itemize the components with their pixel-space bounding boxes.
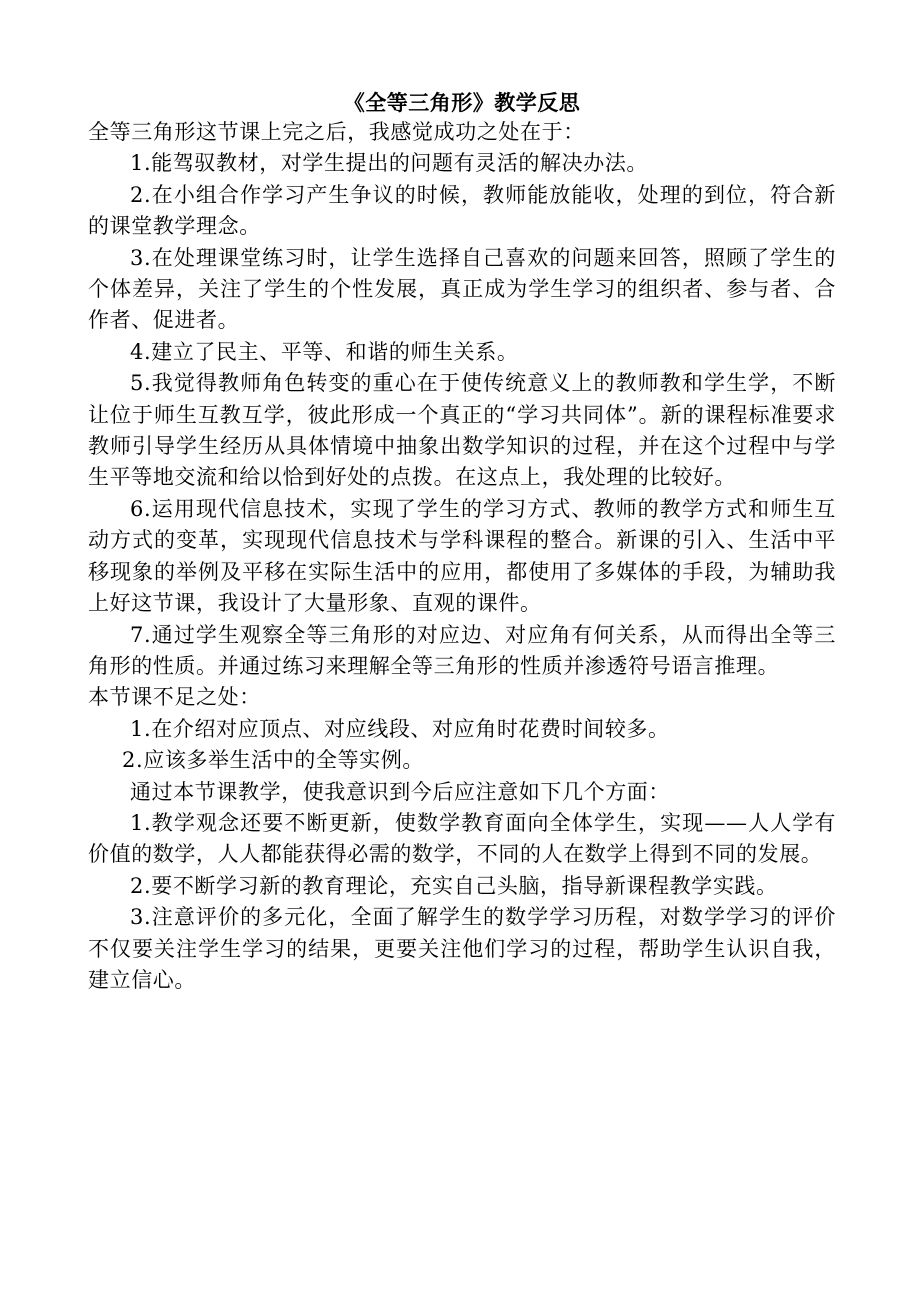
document-page [88,88,836,996]
success-item: 6.运用现代信息技术，实现了学生的学习方式、教师的教学方式和师生互动方式的变革，实现现代信息技术与学科课程的整合。新课的引入、生活中平移现象的举例及平移在实际生活中的应用，都使用了多媒体的手段，为辅助我上好这节课，我设计了大量形象、直观的课件。 [88,496,836,616]
lessons-intro: 通过本节课教学，使我意识到今后应注意如下几个方面： [130,779,670,804]
success-item: 7.通过学生观察全等三角形的对应边、对应角有何关系，从而得出全等三角形的性质。并通过练习来理解全等三角形的性质并渗透符号语言推理。 [88,622,836,678]
shortcoming-item: 2.应该多举生活中的全等实例。 [122,748,425,773]
lesson-item: 1.教学观念还要不断更新，使数学教育面向全体学生，实现——人人学有价值的数学，人人都能获得必需的数学，不同的人在数学上得到不同的发展。 [88,810,836,867]
success-item: 1.能驾驭教材，对学生提出的问题有灵活的解决办法。 [130,151,649,176]
lesson-item: 3.注意评价的多元化，全面了解学生的数学学习历程，对数学学习的评价不仅要关注学生学习的结果，更要关注他们学习的过程，帮助学生认识自我，建立信心。 [88,905,836,992]
success-item: 5.我觉得教师角色转变的重心在于使传统意义上的教师教和学生学，不断让位于师生互教互学，彼此形成一个真正的“学习共同体”。新的课程标准要求教师引导学生经历从具体情境中抽象出数学知识的过程，并在这个过程中与学生平等地交流和给以恰到好处的点拨。在这点上，我处理的比较好。 [88,371,836,490]
success-item: 3.在处理课堂练习时，让学生选择自己喜欢的问题来回答，照顾了学生的个体差异，关注了学生的个性发展，真正成为学生学习的组织者、参与者、合作者、促进者。 [88,245,836,333]
success-item: 4.建立了民主、平等、和谐的师生关系。 [130,339,519,364]
shortcoming-item: 1.在介绍对应顶点、对应线段、对应角时花费时间较多。 [130,716,670,741]
shortcomings-heading: 本节课不足之处： [88,685,261,710]
document-title: 《全等三角形》教学反思 [343,90,581,115]
intro-paragraph: 全等三角形这节课上完之后，我感觉成功之处在于： [88,120,585,144]
success-item: 2.在小组合作学习产生争议的时候，教师能放能收，处理的到位，符合新的课堂教学理念。 [88,182,836,239]
lesson-item: 2.要不断学习新的教育理论，充实自己头脑，指导新课程教学实践。 [130,873,778,898]
